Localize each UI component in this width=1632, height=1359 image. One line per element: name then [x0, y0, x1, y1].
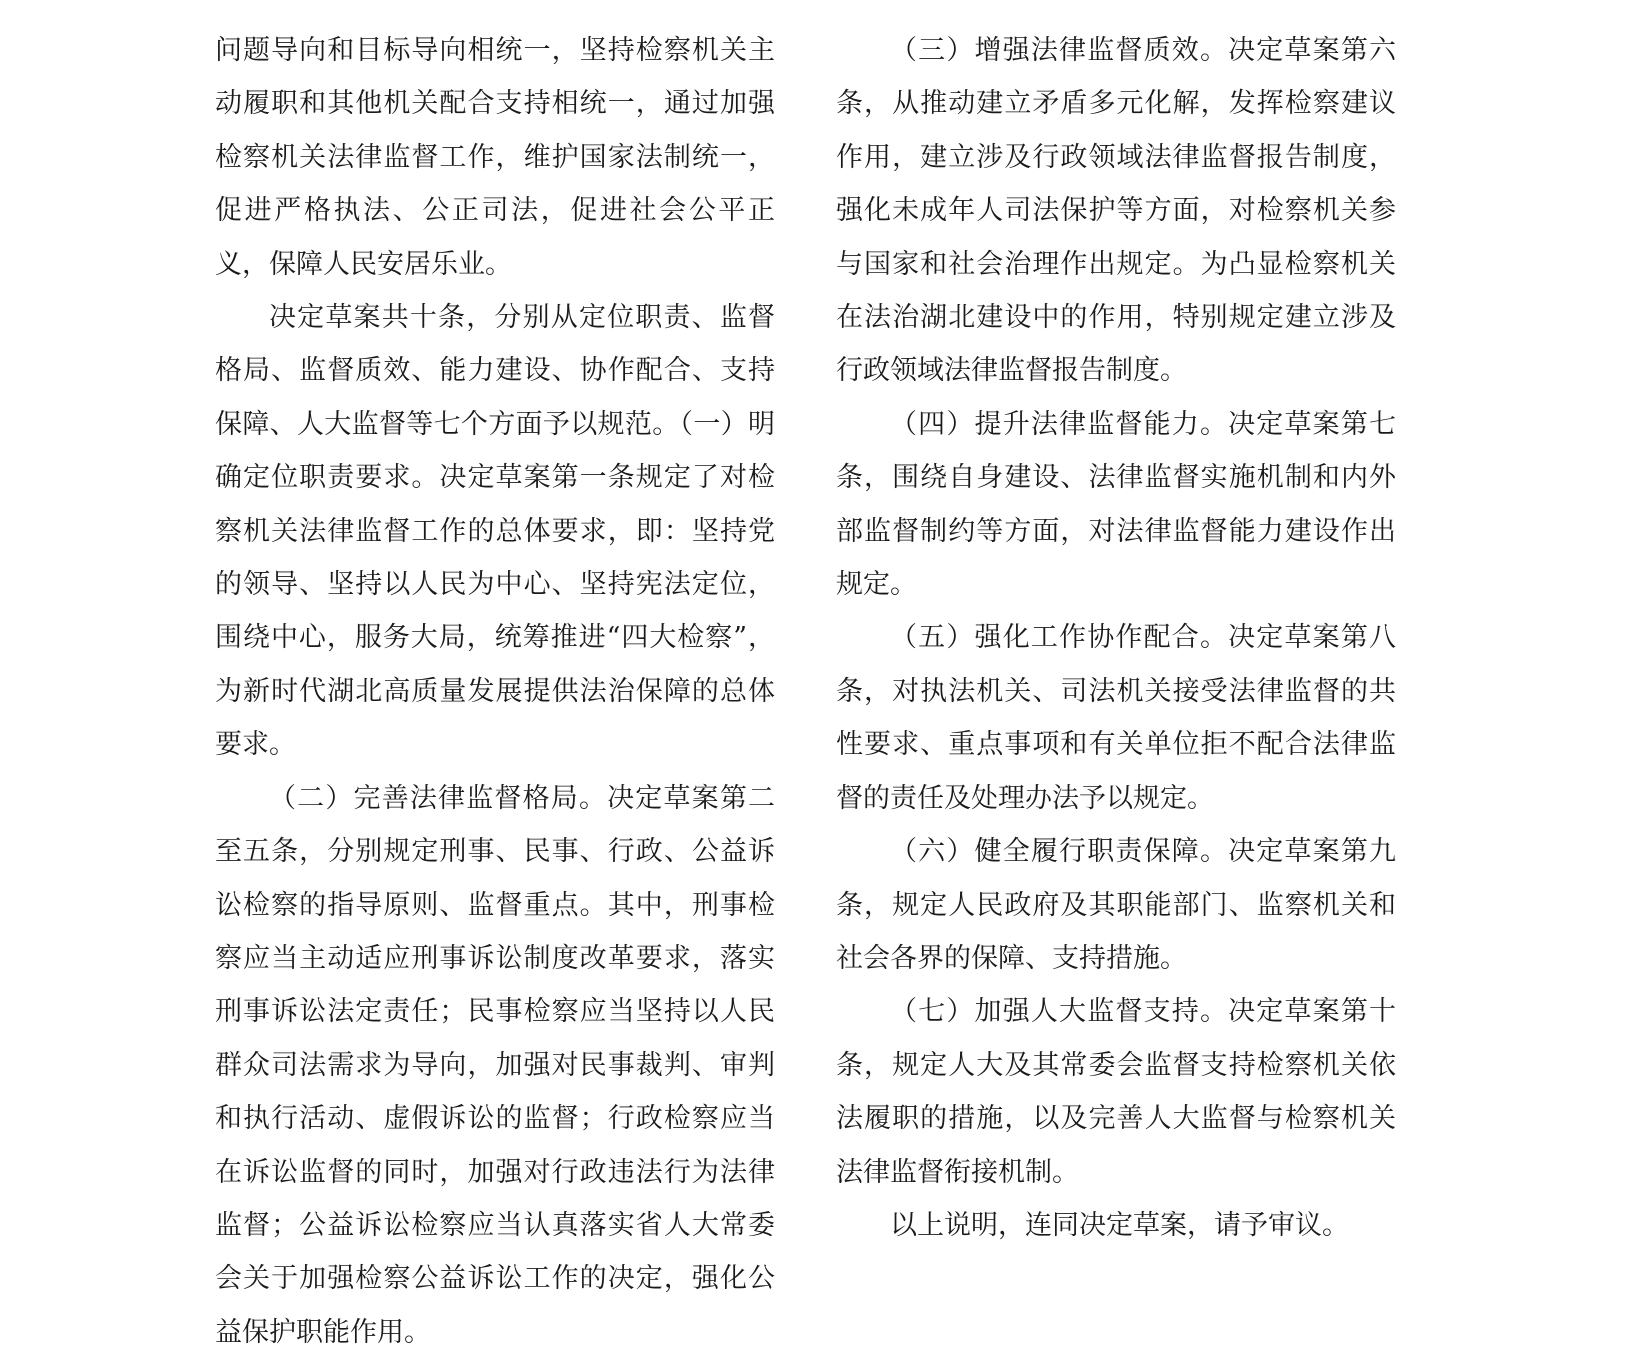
paragraph-section-3: （三）增强法律监督质效。决定草案第六条，从推动建立矛盾多元化解，发挥检察建议作用，建立涉及行政领域法律监督报告制度，强化未成年人司法保护等方面，对检察机关参与国家和社会治理作出规定。为凸显检察机关在法治湖北建设中的作用，特别规定建立涉及行政领域法律监督报告制度。: [836, 35, 1396, 387]
paragraph-section-2: （二）完善法律监督格局。决定草案第二至五条，分别规定刑事、民事、行政、公益诉讼检察的指导原则、监督重点。其中，刑事检察应当主动适应刑事诉讼制度改革要求，落实刑事诉讼法定责任；民事检察应当坚持以人民群众司法需求为导向，加强对民事裁判、审判和执行活动、虚假诉讼的监督；行政检察应当在诉讼监督的同时，加强对行政违法行为法律监督；公益诉讼检察应当认真落实省人大常委会关于加强检察公益诉讼工作的决定，强化公益保护职能作用。: [215, 782, 775, 1348]
paragraph-overview: 决定草案共十条，分别从定位职责、监督格局、监督质效、能力建设、协作配合、支持保障、人大监督等七个方面予以规范。（一）明确定位职责要求。决定草案第一条规定了对检察机关法律监督工作的总体要求，即：坚持党的领导、坚持以人民为中心、坚持宪法定位，围绕中心，服务大局，统筹推进“四大检察”，为新时代湖北高质量发展提供法治保障的总体要求。: [215, 302, 775, 761]
paragraph-section-5: （五）强化工作协作配合。决定草案第八条，对执法机关、司法机关接受法律监督的共性要求、重点事项和有关单位拒不配合法律监督的责任及处理办法予以规定。: [836, 622, 1396, 814]
left-column: [215, 24, 775, 1359]
paragraph-closing: 以上说明，连同决定草案，请予审议。: [890, 1209, 1349, 1241]
paragraph-section-6: （六）健全履行职责保障。决定草案第九条，规定人民政府及其职能部门、监察机关和社会各界的保障、支持措施。: [836, 836, 1396, 974]
paragraph-section-7: （七）加强人大监督支持。决定草案第十条，规定人大及其常委会监督支持检察机关依法履职的措施，以及完善人大监督与检察机关法律监督衔接机制。: [836, 996, 1396, 1188]
right-column: [836, 24, 1396, 1252]
paragraph-section-4: （四）提升法律监督能力。决定草案第七条，围绕自身建设、法律监督实施机制和内外部监督制约等方面，对法律监督能力建设作出规定。: [836, 408, 1396, 601]
paragraph-continuation: 问题导向和目标导向相统一，坚持检察机关主动履职和其他机关配合支持相统一，通过加强检察机关法律监督工作，维护国家法制统一，促进严格执法、公正司法，促进社会公平正义，保障人民安居乐业。: [215, 35, 775, 280]
